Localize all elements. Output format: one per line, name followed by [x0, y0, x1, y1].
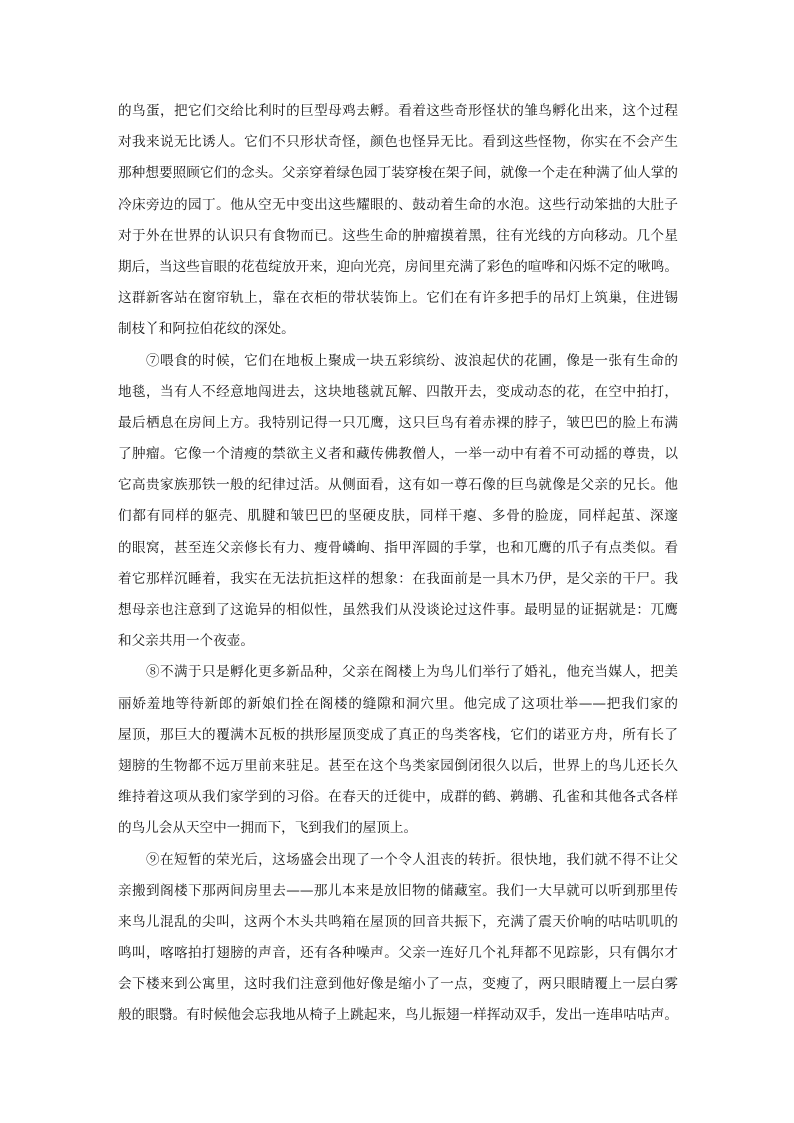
text-line: 翅膀的生物都不远万里前来驻足。甚至在这个鸟类家园倒闭很久以后，世界上的鸟儿还长久 — [118, 757, 678, 774]
paragraph-9 — [118, 845, 678, 1032]
text-line: 那种想要照顾它们的念头。父亲穿着绿色园丁装穿梭在架子间，就像一个走在种满了仙人掌的 — [118, 165, 678, 182]
text-line: 对我来说无比诱人。它们不只形状奇怪，颜色也怪异无比。看到这些怪物，你实在不会产生 — [118, 134, 678, 151]
document-page — [118, 96, 678, 1032]
text-line: 着它那样沉睡着，我实在无法抗拒这样的想象：在我面前是一具木乃伊，是父亲的干尸。我 — [118, 570, 678, 587]
text-line: 和父亲共用一个夜壶。 — [118, 633, 254, 650]
text-line: 鸣叫，喀喀拍打翅膀的声音，还有各种噪声。父亲一连好几个礼拜都不见踪影，只有偶尔才 — [118, 945, 678, 962]
text-line: 期后，当这些盲眼的花苞绽放开来，迎向光亮，房间里充满了彩色的喧哗和闪烁不定的啾鸣。 — [118, 258, 678, 275]
text-line: 的鸟儿会从天空中一拥而下，飞到我们的屋顶上。 — [118, 820, 418, 837]
text-line: 亲搬到阁楼下那两间房里去——那儿本来是放旧物的储藏室。我们一大早就可以听到那里传 — [118, 882, 678, 899]
text-line: 冷床旁边的园丁。他从空无中变出这些耀眼的、鼓动着生命的水泡。这些行动笨拙的大肚子 — [118, 196, 678, 213]
text-line: 地毯，当有人不经意地闯进去，这块地毯就瓦解、四散开去，变成动态的花，在空中拍打， — [118, 383, 678, 400]
text-line: 这群新客站在窗帘轨上，靠在衣柜的带状装饰上。它们在有许多把手的吊灯上筑巢，住进锡 — [118, 290, 678, 307]
text-line: ⑨在短暂的荣光后，这场盛会出现了一个令人沮丧的转折。很快地，我们就不得不让父 — [146, 851, 678, 868]
paragraph-7 — [118, 346, 678, 658]
text-line: 会下楼来到公寓里，这时我们注意到他好像是缩小了一点，变瘦了，两只眼睛覆上一层白雾 — [118, 976, 678, 993]
text-line: ⑦喂食的时候，它们在地板上聚成一块五彩缤纷、波浪起伏的花圃，像是一张有生命的 — [146, 352, 678, 369]
text-line: 它高贵家族那铁一般的纪律过活。从侧面看，这有如一尊石像的巨鸟就像是父亲的兄长。他 — [118, 477, 678, 494]
text-line: 维持着这项从我们家学到的习俗。在春天的迁徙中，成群的鹤、鹈鹕、孔雀和其他各式各样 — [118, 789, 678, 806]
text-line: 来鸟儿混乱的尖叫，这两个木头共鸣箱在屋顶的回音共振下，充满了震天价响的咕咕叽叽的 — [118, 913, 678, 930]
text-line: ⑧不满于只是孵化更多新品种，父亲在阁楼上为鸟儿们举行了婚礼，他充当媒人，把美 — [146, 664, 678, 681]
text-line: 的鸟蛋，把它们交给比利时的巨型母鸡去孵。看着这些奇形怪状的雏鸟孵化出来，这个过程 — [118, 103, 678, 119]
text-line: 般的眼翳。有时候他会忘我地从椅子上跳起来，鸟儿振翅一样挥动双手，发出一连串咕咕声。 — [118, 1007, 678, 1024]
text-line: 的眼窝，甚至连父亲修长有力、瘦骨嶙峋、指甲浑圆的手掌，也和兀鹰的爪子有点类似。看 — [118, 539, 678, 556]
text-line: 制枝丫和阿拉伯花纹的深处。 — [118, 321, 295, 338]
paragraph-8 — [118, 657, 678, 844]
text-line: 了肿瘤。它像一个清瘦的禁欲主义者和藏传佛教僧人，一举一动中有着不可动摇的尊贵，以 — [118, 446, 678, 463]
text-line: 们都有同样的躯壳、肌腱和皱巴巴的坚硬皮肤，同样干瘪、多骨的脸庞，同样起茧、深邃 — [118, 508, 678, 525]
text-line: 想母亲也注意到了这诡异的相似性，虽然我们从没谈论过这件事。最明显的证据就是：兀鹰 — [118, 602, 678, 618]
text-line: 丽娇羞地等待新郎的新娘们拴在阁楼的缝隙和洞穴里。他完成了这项壮举——把我们家的 — [118, 695, 678, 712]
paragraph-continued — [118, 96, 678, 346]
text-line: 屋顶，那巨大的覆满木瓦板的拱形屋顶变成了真正的鸟类客栈，它们的诺亚方舟，所有长了 — [118, 726, 678, 743]
text-line: 最后栖息在房间上方。我特别记得一只兀鹰，这只巨鸟有着赤裸的脖子，皱巴巴的脸上布满 — [118, 414, 678, 431]
text-line: 对于外在世界的认识只有食物而已。这些生命的肿瘤摸着黑，往有光线的方向移动。几个星 — [118, 227, 678, 244]
